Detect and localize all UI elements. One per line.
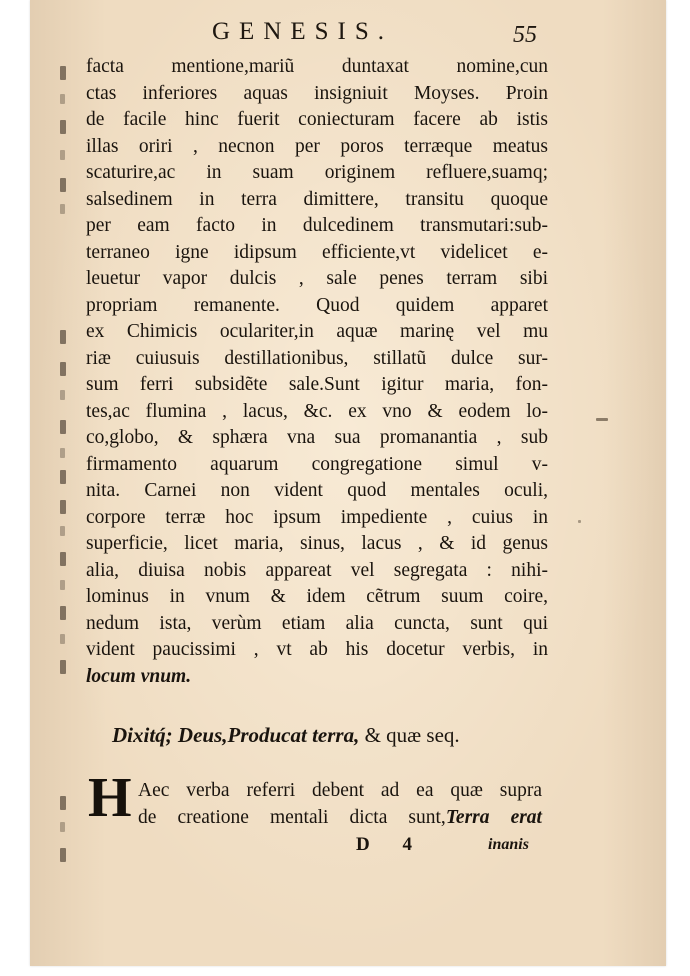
text-line: locum vnum. [86,665,192,687]
heading-quote: Dixitq́; Deus,Producat terra, [112,723,360,747]
heading-continuation: & quæ seq. [364,723,460,747]
text-run: de creatione mentali dicta sunt, [138,807,446,828]
text-line: per eam facto in dulcedinem transmutari:sub- [86,215,548,236]
text-line: corpore terræ hoc ipsum impediente , cuius in [86,506,548,528]
text-line: lominus in vnum & idem cẽtrum suum coire, [86,586,548,607]
page-number: 55 [513,22,537,48]
text-line: terraneo igne idipsum efficiente,vt videlicet e- [86,241,548,263]
text-line: scaturire,ac in suam originem refluere,suamq; [86,162,548,183]
text-line: propriam remanente. Quod quidem apparet [86,294,548,316]
text-line: de facile hinc fuerit coniecturam facere ab istis [86,109,548,130]
main-text-block [86,54,548,690]
drop-cap-initial: H [88,767,132,829]
text-line: ctas inferiores aquas insigniuit Moyses. Proin [86,82,548,104]
ink-smudge [578,520,581,523]
section-heading [112,723,460,748]
catchword: inanis [488,836,529,853]
ink-smudge [596,418,608,421]
text-line: co,globo, & sphæra vna sua promanantia , sub [86,427,548,448]
text-line: riæ cuiusuis destillationibus, stillatũ dulce sur- [86,347,548,369]
text-line: nedum ista, verùm etiam alia cuncta, sunt qui [86,612,548,634]
text-line: salsedinem in terra dimittere, transitu quoque [86,188,548,210]
text-run-italic: Terra erat [445,807,542,828]
text-line: alia, diuisa nobis appareat vel segregata : nihi- [86,559,548,581]
text-line: superficie, licet maria, sinus, lacus , & id genus [86,533,548,554]
running-head: GENESIS. [212,18,394,45]
text-line: firmamento aquarum congregatione simul v- [86,453,548,475]
section-text-block [138,777,542,831]
text-line: leuetur vapor dulcis , sale penes terram sibi [86,268,548,289]
signature-mark: D 4 [356,834,426,855]
text-line: nita. Carnei non vident quod mentales oculi, [86,480,548,501]
text-line: facta mentione,mariũ duntaxat nomine,cun [86,56,548,77]
text-line: illas oriri , necnon per poros terræque meatus [86,135,548,157]
text-line [138,804,542,831]
text-line: ex Chimicis oculariter,in aquæ marinę vel mu [86,321,548,342]
text-line: vident paucissimi , vt ab his docetur verbis, in [86,639,548,660]
bleed-through-margin [30,0,94,966]
text-line: tes,ac flumina , lacus, &c. ex vno & eodem lo- [86,400,548,422]
text-line: sum ferri subsidẽte sale.Sunt igitur maria, fon- [86,374,548,395]
text-line: Aec verba referri debent ad ea quæ supra [138,780,542,801]
